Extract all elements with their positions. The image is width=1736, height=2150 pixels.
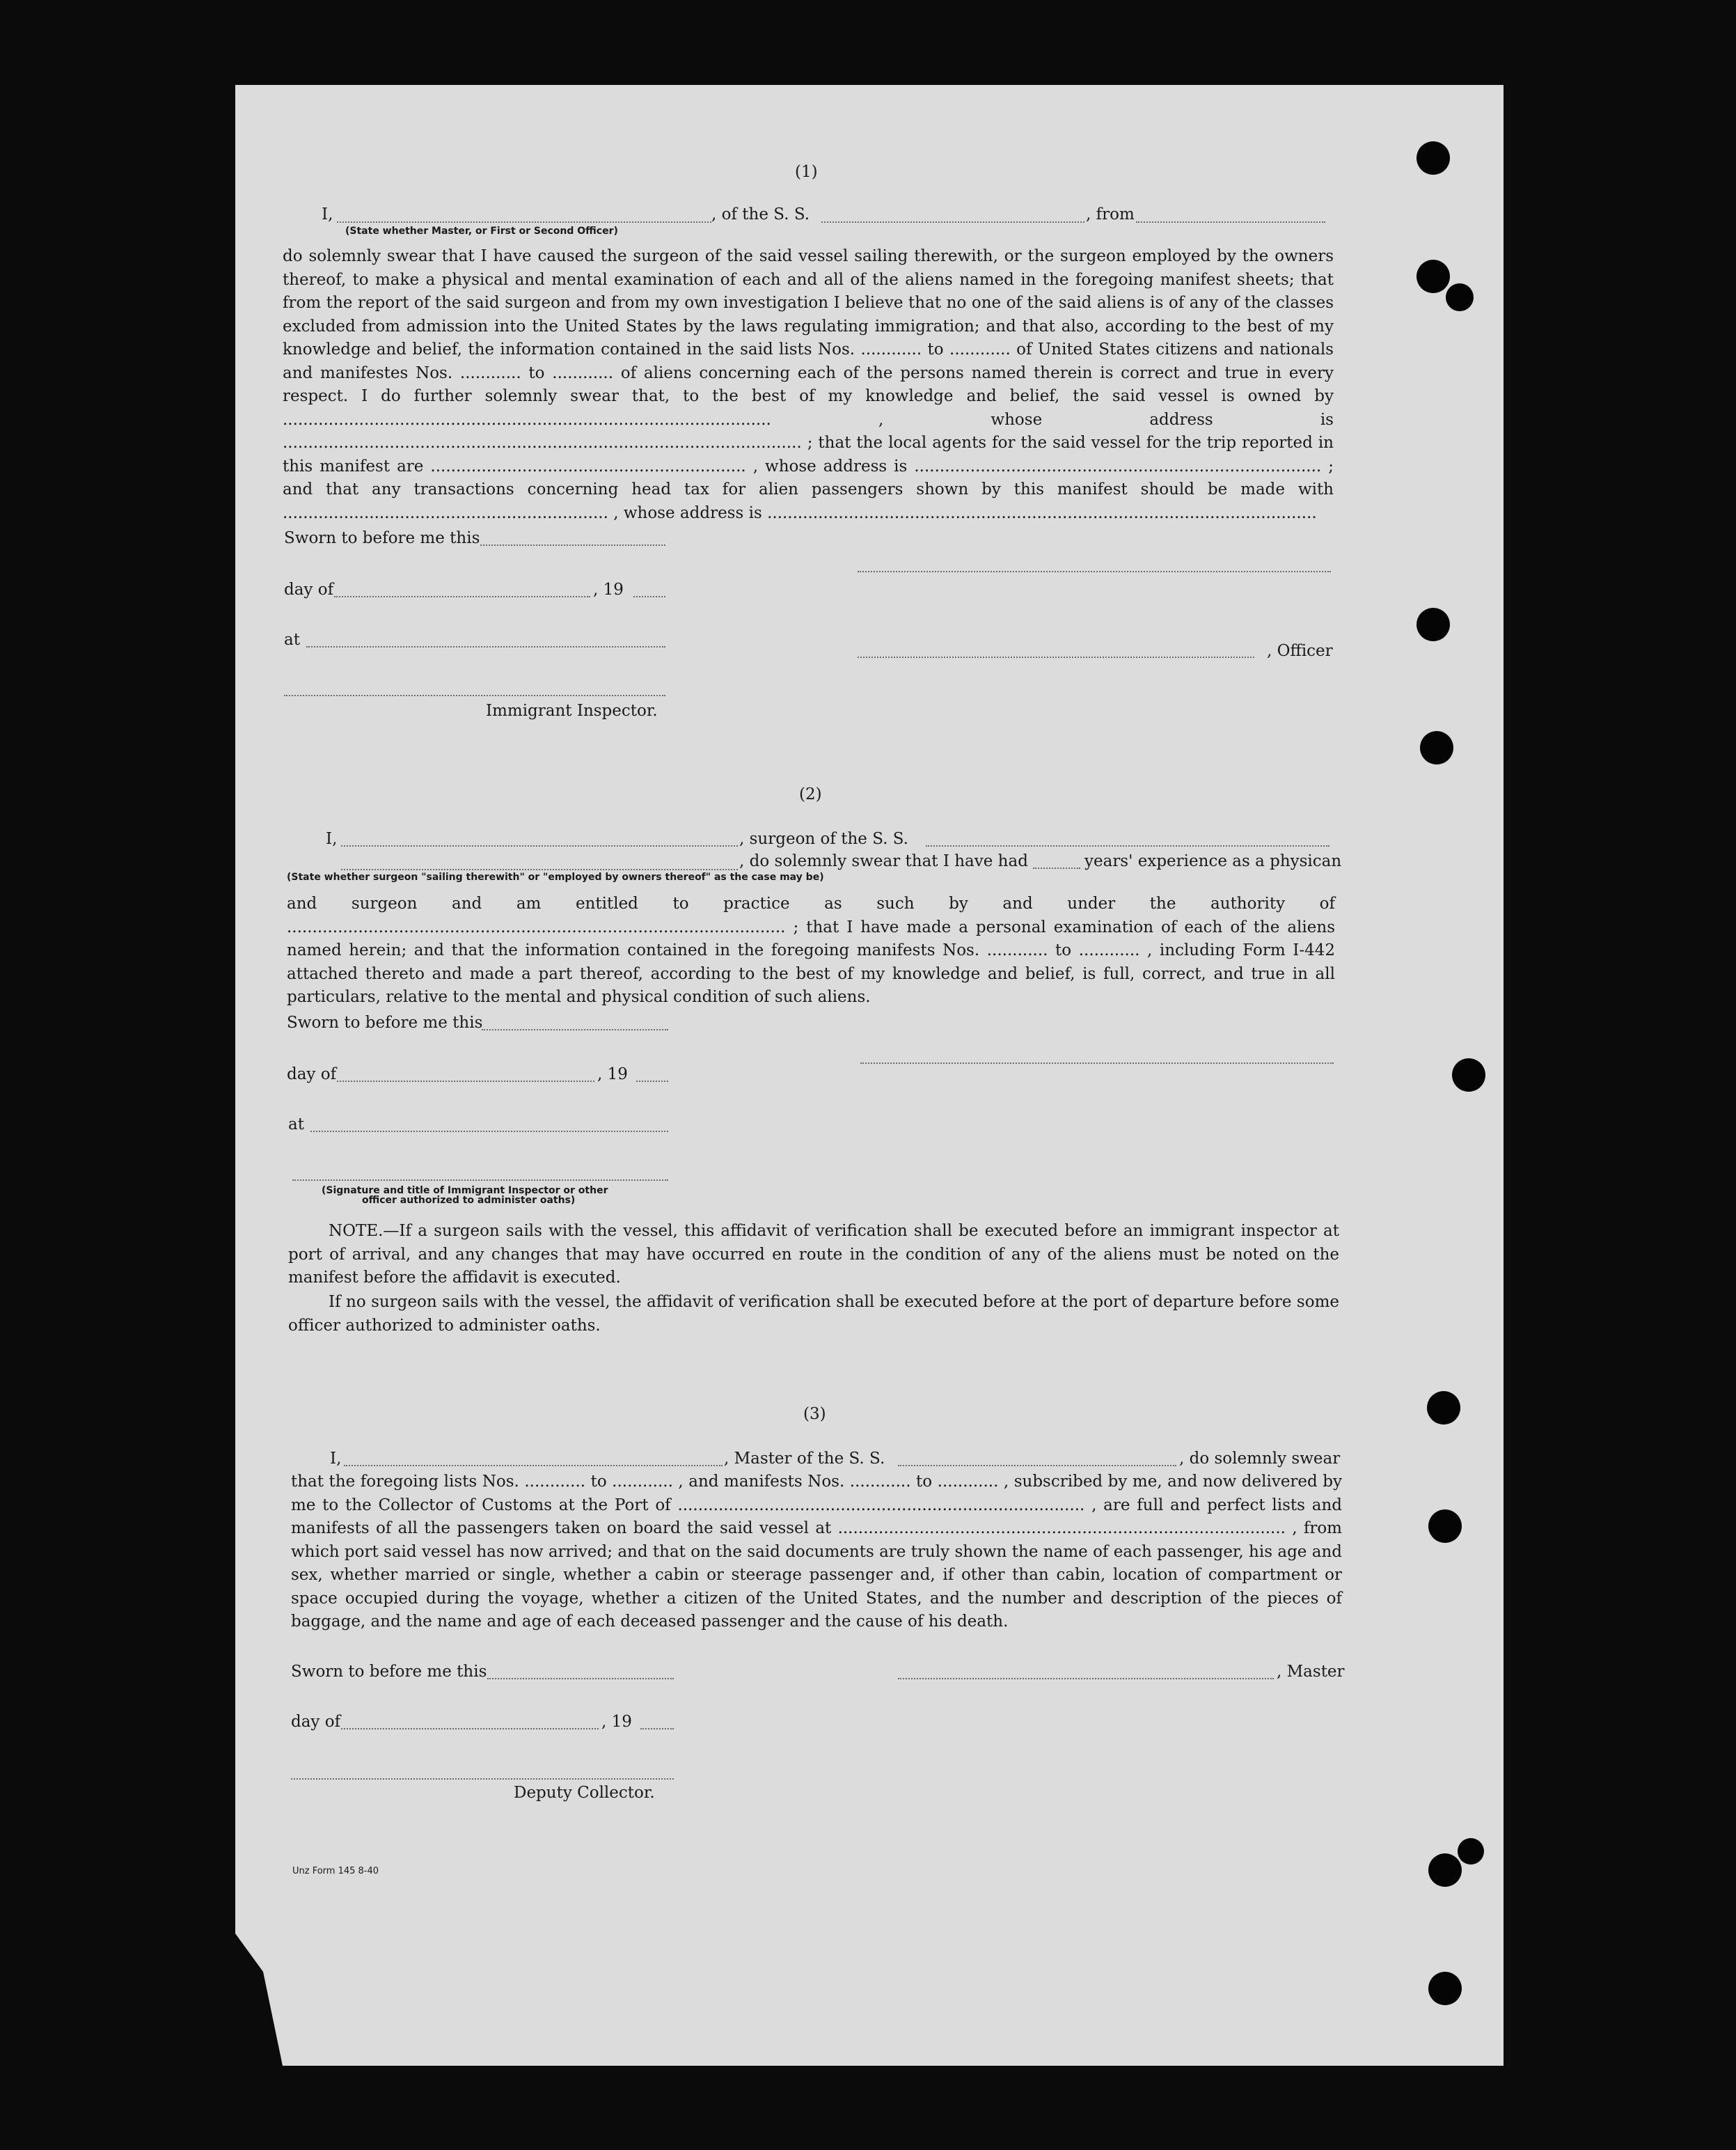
section-3-master: , Master — [1277, 1663, 1345, 1681]
blank-line — [487, 1678, 674, 1679]
signature-line — [284, 695, 665, 696]
section-1-number: (1) — [795, 163, 818, 181]
blank-line — [898, 1465, 1176, 1466]
signature-line — [858, 571, 1331, 572]
blank-line — [341, 869, 738, 870]
section-1-note: (State whether Master, or First or Second Officer) — [345, 226, 618, 237]
section-2-surgeon: , surgeon of the S. S. — [739, 830, 908, 848]
section-1-of-ss: , of the S. S. — [711, 205, 810, 223]
binder-hole — [1446, 283, 1474, 311]
section-1-inspector: Immigrant Inspector. — [486, 702, 658, 720]
blank-line — [310, 1131, 668, 1132]
binder-hole — [1427, 1391, 1460, 1425]
blank-line — [341, 845, 738, 847]
section-3-swear: , do solemnly swear — [1179, 1450, 1341, 1468]
section-2-note: (State whether surgeon "sailing therewith" or "employed by owners thereof" as the case may be) — [287, 872, 824, 883]
section-3-deputy: Deputy Collector. — [514, 1784, 655, 1802]
signature-line — [291, 1778, 674, 1780]
section-1-from: , from — [1086, 205, 1135, 223]
binder-hole — [1428, 1509, 1462, 1543]
blank-line — [337, 221, 711, 223]
section-2-year: , 19 — [597, 1065, 628, 1083]
blank-line — [640, 1728, 674, 1729]
blank-line — [341, 1728, 599, 1729]
blank-line — [480, 544, 665, 546]
signature-line — [898, 1678, 1274, 1679]
section-2-I: I, — [326, 830, 338, 848]
section-2-note-p1: NOTE.—If a surgeon sails with the vessel, this affidavit of verification shall be executed before an immigrant inspector at port of arrival, and any changes that may have occurred en route in the condition of any of the aliens must be noted on the manifest before the affidavit is executed. — [288, 1222, 1339, 1287]
blank-line — [344, 1465, 723, 1466]
section-2-years: years' experience as a physican — [1084, 852, 1342, 870]
section-2-swear: , do solemnly swear that I have had — [739, 852, 1028, 870]
binder-hole — [1428, 1853, 1462, 1887]
section-3-I: I, — [330, 1450, 342, 1468]
section-1-at: at — [284, 631, 300, 649]
form-number: Unz Form 145 8-40 — [292, 1866, 379, 1876]
binder-hole — [1420, 731, 1453, 764]
blank-line — [482, 1029, 668, 1030]
binder-hole — [1452, 1058, 1485, 1092]
section-3-day-of: day of — [291, 1713, 341, 1731]
section-2-sig-note-1: (Signature and title of Immigrant Inspector or other — [322, 1185, 608, 1196]
binder-hole — [1417, 141, 1450, 175]
blank-line — [1136, 221, 1325, 223]
signature-line — [292, 1179, 668, 1181]
section-3-year: , 19 — [601, 1713, 632, 1731]
section-2-number: (2) — [799, 785, 822, 803]
binder-hole — [1417, 260, 1450, 293]
blank-line — [633, 596, 665, 597]
section-2-note-p2: If no surgeon sails with the vessel, the affidavit of verification shall be executed before at the port of departure before some officer authorized to administer oaths. — [288, 1293, 1339, 1335]
section-1-sworn: Sworn to before me this — [284, 529, 480, 547]
section-3-body: that the foregoing lists Nos. ............ to ............ , and manifests Nos. ............ to ............ , subscribed by me, and now delivered by me to the Collector of Customs at the Port of ................................................................................ , are full and perfect lists and manifests of all the passengers taken on board the said vessel at ........................................................................................ , from which port said vessel has now arrived; and that on the said documents are truly shown the name of each passenger, his age and sex, whether married or single, whether a cabin or steerage passenger and, if other than cabin, location of compartment or space occupied during the voyage, whether a citizen of the United States, and the number and description of the pieces of baggage, and the name and age of each deceased passenger and the cause of his death. — [291, 1473, 1342, 1631]
blank-line — [334, 596, 590, 597]
section-1-I: I, — [322, 205, 333, 223]
binder-hole — [1417, 608, 1450, 641]
section-2-at: at — [288, 1115, 304, 1133]
section-2-day-of: day of — [287, 1065, 337, 1083]
section-3-master-ss: , Master of the S. S. — [724, 1450, 885, 1468]
section-3-number: (3) — [803, 1405, 826, 1423]
section-3-sworn: Sworn to before me this — [291, 1663, 487, 1681]
section-2-sig-note-2: officer authorized to administer oaths) — [362, 1195, 576, 1206]
section-2-sworn: Sworn to before me this — [287, 1014, 483, 1032]
section-1-body: do solemnly swear that I have caused the surgeon of the said vessel sailing therewith, or the surgeon employed by the owners thereof, to make a physical and mental examination of each and all of the aliens named in the foregoing manifest sheets; that from the report of the said surgeon and from my own investigation I believe that no one of the said aliens is of any of the classes excluded from admission into the United States by the laws regulating immigration; and that also, according to the best of my knowledge and belief, the information contained in the said lists Nos. ............ to ............ of United States citizens and nationals and manifestes Nos. ............ to ............ of aliens concerning each of the persons named therein is correct and true in every respect. I do further solemnly swear that, to the best of my knowledge and belief, the said vessel is owned by ................................................................................................ , whose address is ...................................................................................................... ; that the local agents for the said vessel for the trip reported in this manifest are .............................................................. , whose address is ................................................................................ ; and that any transactions concerning head tax for alien passengers shown by this manifest should be made with ................................................................ , whose address is ............................................................................................................ — [283, 247, 1334, 522]
binder-hole — [1458, 1838, 1484, 1865]
blank-line — [306, 646, 665, 648]
section-1-year: , 19 — [593, 581, 624, 599]
section-2-body: and surgeon and am entitled to practice as such by and under the authority of .................................................................................................. ; that I have made a personal examination of each of the aliens named herein; and that the information contained in the foregoing manifests Nos. ............ to ............ , including Form I-442 attached thereto and made a part thereof, according to the best of my knowledge and belief, is full, correct, and true in all particulars, relative to the mental and physical condition of such aliens. — [287, 895, 1335, 1006]
binder-hole — [1428, 1972, 1462, 2005]
section-1-day-of: day of — [284, 581, 334, 599]
signature-line — [860, 1062, 1334, 1064]
blank-line — [926, 845, 1329, 847]
section-1-officer: , Officer — [1267, 642, 1333, 660]
blank-line — [821, 221, 1084, 223]
blank-line — [1033, 868, 1080, 869]
blank-line — [337, 1081, 594, 1082]
blank-line — [858, 657, 1254, 658]
blank-line — [636, 1081, 668, 1082]
